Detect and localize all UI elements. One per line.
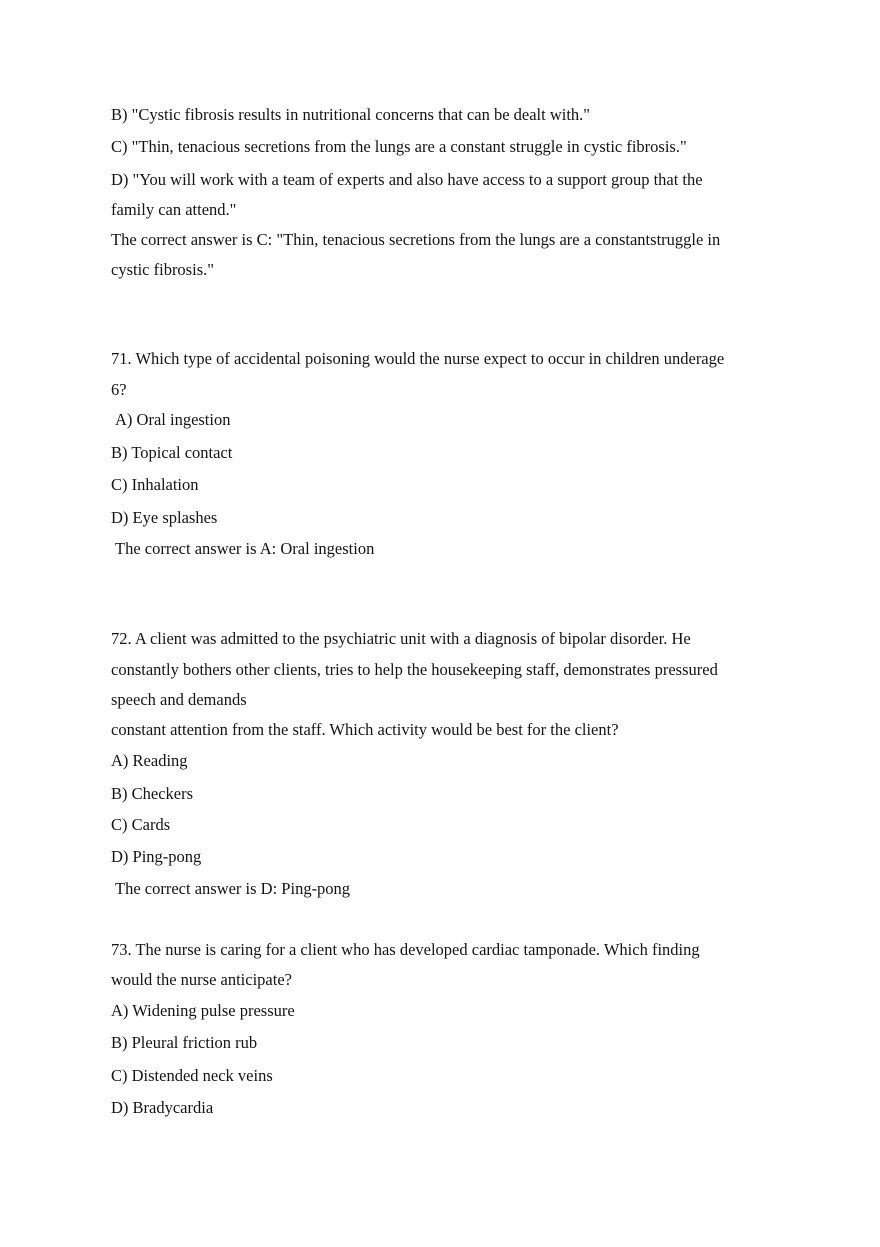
- q72-option-d: D) Ping-pong: [111, 847, 202, 866]
- q70-option-d-line1: D) "You will work with a team of experts and also have access to a support group that the: [111, 170, 703, 189]
- q72-question-line3: speech and demands: [111, 690, 247, 709]
- q71-option-b: B) Topical contact: [111, 443, 233, 462]
- q71-option-c: C) Inhalation: [111, 475, 199, 494]
- q70-option-d-line2: family can attend.": [111, 200, 237, 219]
- q70-answer-line2: cystic fibrosis.": [111, 260, 214, 279]
- q71-option-a: A) Oral ingestion: [115, 410, 231, 429]
- q73-option-d: D) Bradycardia: [111, 1098, 214, 1117]
- q71-question-line2: 6?: [111, 380, 127, 399]
- q70-answer-line1: The correct answer is C: "Thin, tenacious secretions from the lungs are a constantstruggle in: [111, 230, 721, 249]
- q72-question-line1: 72. A client was admitted to the psychiatric unit with a diagnosis of bipolar disorder. He: [111, 629, 691, 648]
- q73-question-line2: would the nurse anticipate?: [111, 970, 292, 989]
- q70-option-b: B) "Cystic fibrosis results in nutritional concerns that can be dealt with.": [111, 105, 591, 124]
- q72-question-line4: constant attention from the staff. Which activity would be best for the client?: [111, 720, 619, 739]
- q73-option-b: B) Pleural friction rub: [111, 1033, 258, 1052]
- q71-question-line1: 71. Which type of accidental poisoning would the nurse expect to occur in children underage: [111, 349, 725, 368]
- q73-question-line1: 73. The nurse is caring for a client who has developed cardiac tamponade. Which finding: [111, 940, 700, 959]
- q70-option-c: C) "Thin, tenacious secretions from the lungs are a constant struggle in cystic fibrosis.": [111, 137, 687, 156]
- q72-answer: The correct answer is D: Ping-pong: [115, 879, 351, 898]
- q72-option-c: C) Cards: [111, 815, 171, 834]
- q73-option-c: C) Distended neck veins: [111, 1066, 273, 1085]
- q72-question-line2: constantly bothers other clients, tries to help the housekeeping staff, demonstrates pressured: [111, 660, 718, 679]
- q71-option-d: D) Eye splashes: [111, 508, 218, 527]
- q71-answer: The correct answer is A: Oral ingestion: [115, 539, 375, 558]
- q73-option-a: A) Widening pulse pressure: [111, 1001, 295, 1020]
- q72-option-a: A) Reading: [111, 751, 188, 770]
- q72-option-b: B) Checkers: [111, 784, 194, 803]
